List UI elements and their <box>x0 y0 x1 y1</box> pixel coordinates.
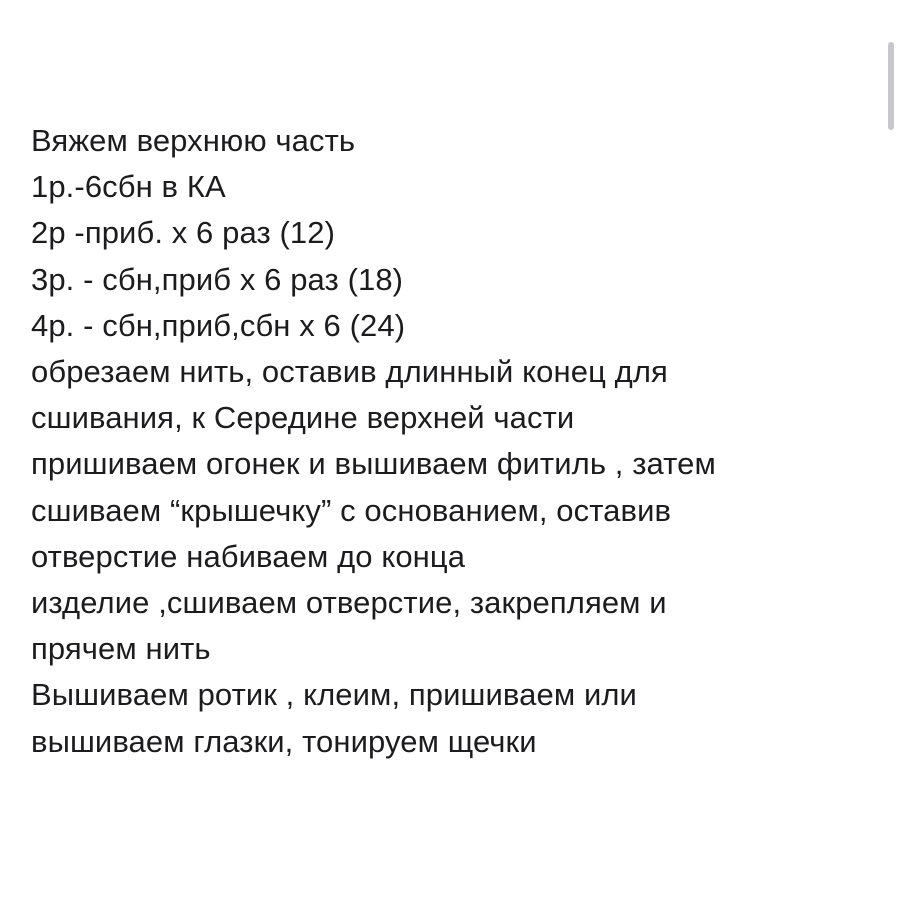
note-line: прячем нить <box>31 631 211 667</box>
note-line: вышиваем глазки, тонируем щечки <box>31 723 537 759</box>
note-line: сшивания, к Середине верхней части <box>31 400 575 436</box>
note-line: 4р. - сбн,приб,сбн х 6 (24) <box>31 307 406 343</box>
note-line: сшиваем “крышечку” с основанием, оставив <box>31 492 672 528</box>
vertical-scrollbar[interactable] <box>888 42 894 130</box>
note-heading: Вяжем верхнюю часть <box>31 123 356 158</box>
note-line: 1р.-6сбн в КА <box>31 169 226 205</box>
note-line: обрезаем нить, оставив длинный конец для <box>31 354 668 390</box>
note-line: изделие ,сшиваем отверстие, закрепляем и <box>31 585 667 621</box>
note-body[interactable] <box>31 118 881 765</box>
note-line: пришиваем огонек и вышиваем фитиль , затем <box>31 446 716 482</box>
note-line: 2р -приб. х 6 раз (12) <box>31 215 335 251</box>
note-line: Вышиваем ротик , клеим, пришиваем или <box>31 677 637 713</box>
note-line: 3р. - сбн,приб х 6 раз (18) <box>31 261 404 297</box>
note-line: отверстие набиваем до конца <box>31 538 466 574</box>
